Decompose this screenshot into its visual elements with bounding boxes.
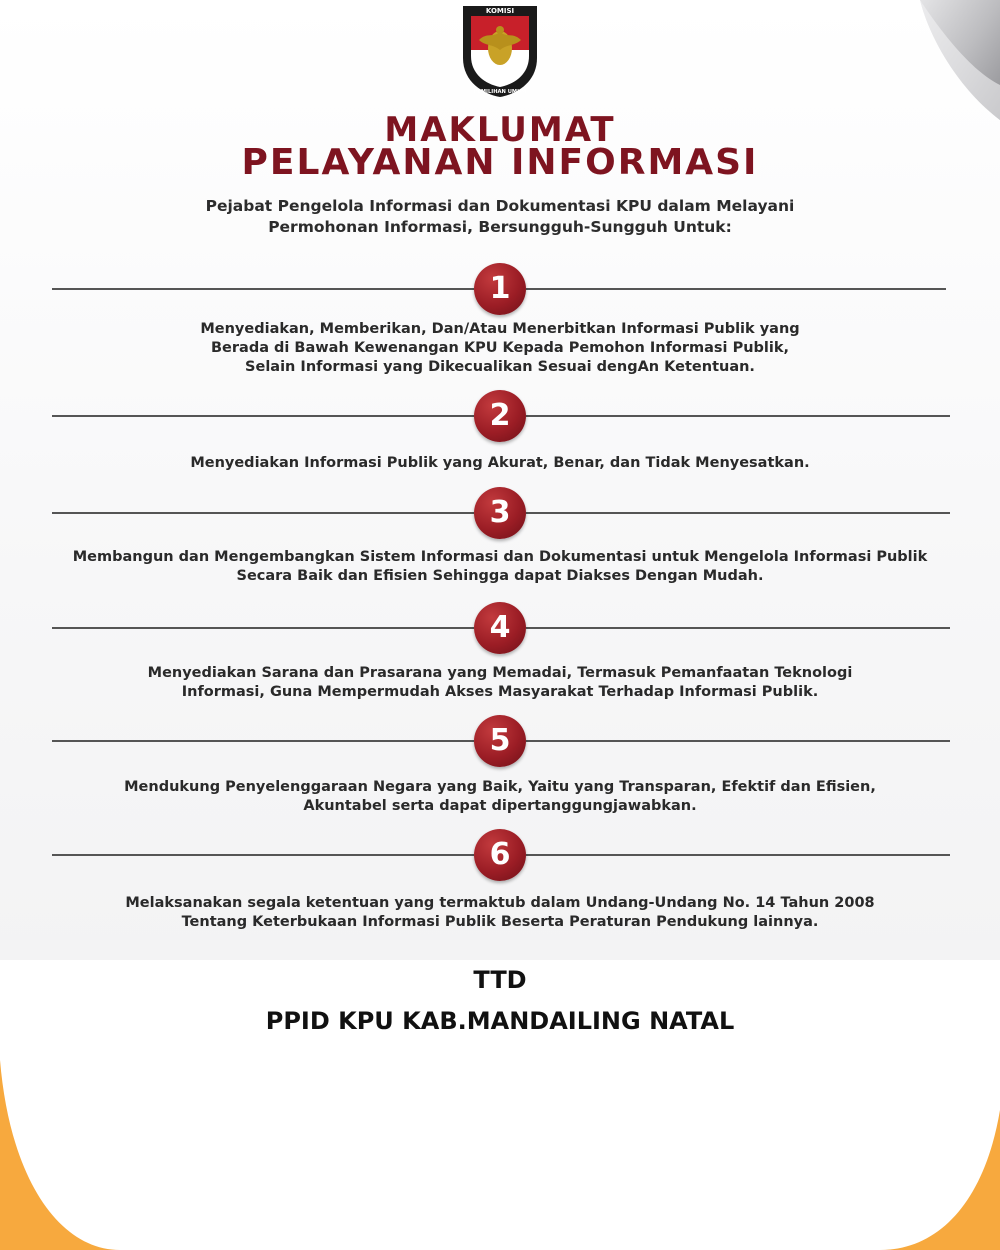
item-line: Menyediakan, Memberikan, Dan/Atau Menerbitkan Informasi Publik yang [200,321,800,337]
item-3-text [30,548,970,586]
item-line: Melaksanakan segala ketentuan yang termaktub dalam Undang-Undang No. 14 Tahun 2008 [125,895,875,911]
intro-text [150,196,850,238]
number-badge-4: 4 [474,602,526,654]
item-6-text [30,894,970,932]
number-badge-6: 6 [474,829,526,881]
divider-line [52,415,474,417]
divider-line [526,740,950,742]
item-line: Secara Baik dan Efisien Sehingga dapat Diakses Dengan Mudah. [236,568,764,584]
divider-line [52,627,474,629]
number-badge-5: 5 [474,715,526,767]
divider-line [526,415,950,417]
title-line-2: PELAYANAN INFORMASI [241,142,759,183]
item-4-text [30,664,970,702]
divider-line [526,627,950,629]
item-5-text [30,778,970,816]
signature-label: TTD [473,966,527,994]
item-line: Tentang Keterbukaan Informasi Publik Beserta Peraturan Pendukung lainnya. [181,914,819,930]
title-line-1: MAKLUMAT [384,110,616,150]
item-line: Menyediakan Sarana dan Prasarana yang Memadai, Termasuk Pemanfaatan Teknologi [147,665,853,681]
item-line: Menyediakan Informasi Publik yang Akurat, Benar, dan Tidak Menyesatkan. [190,455,810,471]
kpu-logo [457,2,543,98]
item-line: Selain Informasi yang Dikecualikan Sesuai dengAn Ketentuan. [245,359,755,375]
divider-line [526,854,950,856]
item-2-text [30,454,970,473]
item-1-text [30,320,970,377]
page-curl [920,0,1000,120]
divider-line [52,288,474,290]
divider-line [526,288,946,290]
item-line: Informasi, Guna Mempermudah Akses Masyarakat Terhadap Informasi Publik. [181,684,819,700]
divider-line [52,854,474,856]
number-badge-2: 2 [474,390,526,442]
logo-top-text: KOMISI [485,7,515,15]
divider-line [52,512,474,514]
item-line: Berada di Bawah Kewenangan KPU Kepada Pemohon Informasi Publik, [211,340,789,356]
item-line: Mendukung Penyelenggaraan Negara yang Baik, Yaitu yang Transparan, Efektif dan Efisien, [124,779,876,795]
intro-line: Permohonan Informasi, Bersungguh-Sungguh Untuk: [268,218,732,236]
divider-line [52,740,474,742]
item-line: Membangun dan Mengembangkan Sistem Informasi dan Dokumentasi untuk Mengelola Informasi Publik [72,549,928,565]
item-line: Akuntabel serta dapat dipertanggungjawabkan. [303,798,697,814]
number-badge-1: 1 [474,263,526,315]
divider-line [526,512,950,514]
number-badge-3: 3 [474,487,526,539]
logo-bottom-text: PEMILIHAN UMUM [473,89,527,95]
intro-line: Pejabat Pengelola Informasi dan Dokumentasi KPU dalam Melayani [205,197,795,215]
organization-name: PPID KPU KAB.MANDAILING NATAL [265,1007,735,1035]
